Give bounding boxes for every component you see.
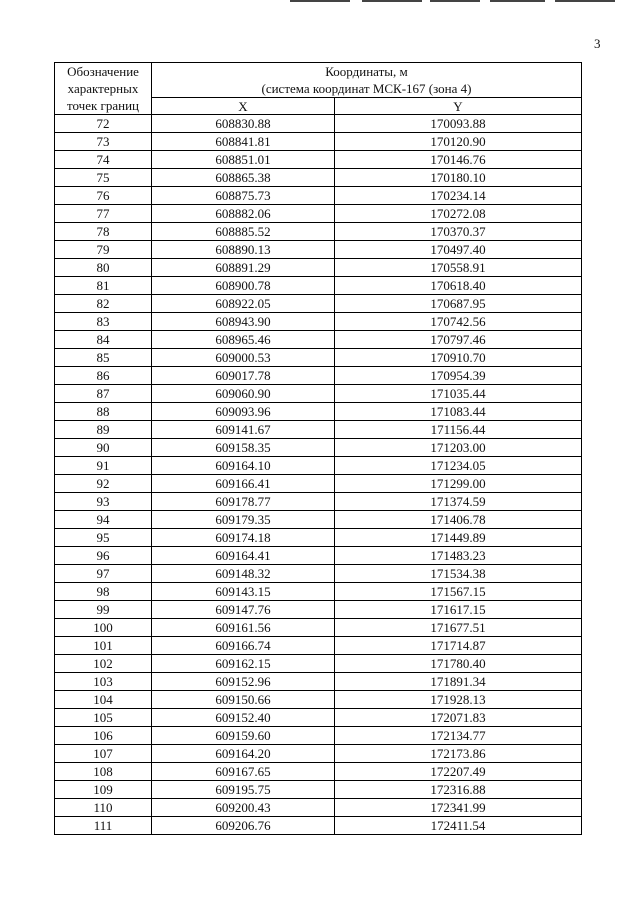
y-coordinate-cell: 171156.44 [335, 421, 582, 439]
table-row [55, 439, 582, 457]
x-coordinate-cell: 609164.41 [152, 547, 335, 565]
x-coordinate-cell: 609178.77 [152, 493, 335, 511]
point-number-cell: 108 [55, 763, 152, 781]
point-number-cell: 73 [55, 133, 152, 151]
point-number-cell: 81 [55, 277, 152, 295]
table-row [55, 223, 582, 241]
y-coordinate-cell: 172134.77 [335, 727, 582, 745]
point-header-line: Обозначение [67, 64, 139, 79]
x-coordinate-cell: 609060.90 [152, 385, 335, 403]
table-body [55, 115, 582, 835]
x-coordinate-cell: 608965.46 [152, 331, 335, 349]
y-coordinate-cell: 170687.95 [335, 295, 582, 313]
coordinates-table [54, 62, 582, 835]
y-coordinate-cell: 170234.14 [335, 187, 582, 205]
table-row [55, 511, 582, 529]
point-number-cell: 89 [55, 421, 152, 439]
point-number-cell: 78 [55, 223, 152, 241]
y-coordinate-cell: 171406.78 [335, 511, 582, 529]
x-column-header: X [152, 98, 335, 115]
x-coordinate-cell: 608900.78 [152, 277, 335, 295]
point-number-cell: 90 [55, 439, 152, 457]
table-row [55, 799, 582, 817]
x-coordinate-cell: 608882.06 [152, 205, 335, 223]
point-number-cell: 84 [55, 331, 152, 349]
top-edge-rule [362, 0, 422, 2]
y-coordinate-cell: 171567.15 [335, 583, 582, 601]
point-header-line: характерных [67, 81, 139, 96]
x-coordinate-cell: 608875.73 [152, 187, 335, 205]
y-coordinate-cell: 170146.76 [335, 151, 582, 169]
x-coordinate-cell: 609200.43 [152, 799, 335, 817]
table-row [55, 493, 582, 511]
x-coordinate-cell: 608841.81 [152, 133, 335, 151]
table-row [55, 781, 582, 799]
point-number-cell: 97 [55, 565, 152, 583]
x-coordinate-cell: 609158.35 [152, 439, 335, 457]
table-row [55, 313, 582, 331]
table-row [55, 529, 582, 547]
point-number-cell: 82 [55, 295, 152, 313]
x-coordinate-cell: 608891.29 [152, 259, 335, 277]
point-number-cell: 109 [55, 781, 152, 799]
y-coordinate-cell: 172173.86 [335, 745, 582, 763]
table-row [55, 241, 582, 259]
table-row [55, 169, 582, 187]
y-coordinate-cell: 171617.15 [335, 601, 582, 619]
x-coordinate-cell: 608922.05 [152, 295, 335, 313]
y-coordinate-cell: 171299.00 [335, 475, 582, 493]
table-row [55, 457, 582, 475]
table-row [55, 691, 582, 709]
point-number-cell: 99 [55, 601, 152, 619]
point-number-cell: 80 [55, 259, 152, 277]
table-row [55, 763, 582, 781]
y-coordinate-cell: 170742.56 [335, 313, 582, 331]
table-row [55, 727, 582, 745]
point-number-cell: 111 [55, 817, 152, 835]
top-edge-rule [490, 0, 545, 2]
table-row [55, 475, 582, 493]
x-coordinate-cell: 609162.15 [152, 655, 335, 673]
table-row [55, 151, 582, 169]
y-coordinate-cell: 171449.89 [335, 529, 582, 547]
point-number-cell: 77 [55, 205, 152, 223]
table-row [55, 637, 582, 655]
y-coordinate-cell: 172411.54 [335, 817, 582, 835]
point-number-cell: 105 [55, 709, 152, 727]
table-row [55, 349, 582, 367]
table-row [55, 277, 582, 295]
top-edge-rule [290, 0, 350, 2]
x-coordinate-cell: 609195.75 [152, 781, 335, 799]
x-coordinate-cell: 609164.20 [152, 745, 335, 763]
x-coordinate-cell: 609147.76 [152, 601, 335, 619]
top-edge-rule [555, 0, 615, 2]
point-number-cell: 75 [55, 169, 152, 187]
point-number-cell: 110 [55, 799, 152, 817]
y-coordinate-cell: 171891.34 [335, 673, 582, 691]
page-number: 3 [594, 36, 601, 51]
y-coordinate-cell: 170497.40 [335, 241, 582, 259]
point-number-cell: 103 [55, 673, 152, 691]
y-coordinate-cell: 171714.87 [335, 637, 582, 655]
y-coordinate-cell: 170370.37 [335, 223, 582, 241]
point-number-cell: 107 [55, 745, 152, 763]
y-coordinate-cell: 170954.39 [335, 367, 582, 385]
table-row [55, 187, 582, 205]
point-number-cell: 94 [55, 511, 152, 529]
table-row [55, 709, 582, 727]
y-coordinate-cell: 171083.44 [335, 403, 582, 421]
table-row [55, 115, 582, 133]
point-number-cell: 93 [55, 493, 152, 511]
coordinates-header-title: Координаты, м [325, 64, 408, 79]
y-coordinate-cell: 170910.70 [335, 349, 582, 367]
coordinates-header [152, 63, 582, 98]
table-row [55, 259, 582, 277]
point-number-cell: 100 [55, 619, 152, 637]
x-coordinate-cell: 609017.78 [152, 367, 335, 385]
y-coordinate-cell: 171780.40 [335, 655, 582, 673]
y-coordinate-cell: 171234.05 [335, 457, 582, 475]
x-coordinate-cell: 609161.56 [152, 619, 335, 637]
point-number-cell: 96 [55, 547, 152, 565]
y-coordinate-cell: 171203.00 [335, 439, 582, 457]
x-coordinate-cell: 609179.35 [152, 511, 335, 529]
x-coordinate-cell: 609143.15 [152, 583, 335, 601]
point-number-cell: 74 [55, 151, 152, 169]
table-row [55, 547, 582, 565]
x-coordinate-cell: 609174.18 [152, 529, 335, 547]
point-number-cell: 79 [55, 241, 152, 259]
x-coordinate-cell: 609150.66 [152, 691, 335, 709]
x-coordinate-cell: 609000.53 [152, 349, 335, 367]
y-coordinate-cell: 171928.13 [335, 691, 582, 709]
table-row [55, 133, 582, 151]
y-coordinate-cell: 170618.40 [335, 277, 582, 295]
point-number-cell: 88 [55, 403, 152, 421]
x-coordinate-cell: 609093.96 [152, 403, 335, 421]
x-coordinate-cell: 609152.96 [152, 673, 335, 691]
y-coordinate-cell: 171677.51 [335, 619, 582, 637]
x-coordinate-cell: 609166.74 [152, 637, 335, 655]
x-coordinate-cell: 608890.13 [152, 241, 335, 259]
x-coordinate-cell: 609167.65 [152, 763, 335, 781]
point-number-cell: 72 [55, 115, 152, 133]
x-coordinate-cell: 608865.38 [152, 169, 335, 187]
y-coordinate-cell: 170093.88 [335, 115, 582, 133]
point-number-cell: 86 [55, 367, 152, 385]
y-coordinate-cell: 171534.38 [335, 565, 582, 583]
y-coordinate-cell: 171035.44 [335, 385, 582, 403]
y-coordinate-cell: 172316.88 [335, 781, 582, 799]
y-coordinate-cell: 172341.99 [335, 799, 582, 817]
point-number-cell: 76 [55, 187, 152, 205]
point-number-cell: 106 [55, 727, 152, 745]
y-coordinate-cell: 170272.08 [335, 205, 582, 223]
y-coordinate-cell: 170558.91 [335, 259, 582, 277]
x-coordinate-cell: 609164.10 [152, 457, 335, 475]
point-number-cell: 95 [55, 529, 152, 547]
table-row [55, 367, 582, 385]
point-number-cell: 101 [55, 637, 152, 655]
y-coordinate-cell: 172207.49 [335, 763, 582, 781]
table-row [55, 745, 582, 763]
x-coordinate-cell: 609206.76 [152, 817, 335, 835]
point-number-cell: 104 [55, 691, 152, 709]
point-number-cell: 98 [55, 583, 152, 601]
x-coordinate-cell: 609148.32 [152, 565, 335, 583]
table-row [55, 421, 582, 439]
x-coordinate-cell: 608851.01 [152, 151, 335, 169]
point-number-cell: 92 [55, 475, 152, 493]
y-coordinate-cell: 172071.83 [335, 709, 582, 727]
y-coordinate-cell: 171374.59 [335, 493, 582, 511]
point-number-cell: 83 [55, 313, 152, 331]
table-header [55, 63, 582, 115]
table-row [55, 583, 582, 601]
table-row [55, 295, 582, 313]
x-coordinate-cell: 609159.60 [152, 727, 335, 745]
point-number-cell: 87 [55, 385, 152, 403]
point-number-cell: 102 [55, 655, 152, 673]
top-edge-rule [430, 0, 480, 2]
y-coordinate-cell: 171483.23 [335, 547, 582, 565]
table-row [55, 205, 582, 223]
x-coordinate-cell: 608943.90 [152, 313, 335, 331]
x-coordinate-cell: 608885.52 [152, 223, 335, 241]
x-coordinate-cell: 609141.67 [152, 421, 335, 439]
point-designation-header [55, 63, 152, 115]
table-row [55, 565, 582, 583]
x-coordinate-cell: 609152.40 [152, 709, 335, 727]
point-header-line: точек границ [66, 98, 140, 113]
table-row [55, 619, 582, 637]
point-number-cell: 85 [55, 349, 152, 367]
y-coordinate-cell: 170180.10 [335, 169, 582, 187]
y-column-header: Y [335, 98, 582, 115]
x-coordinate-cell: 608830.88 [152, 115, 335, 133]
table-row [55, 331, 582, 349]
table-row [55, 385, 582, 403]
table-row [55, 403, 582, 421]
table-row [55, 655, 582, 673]
coordinate-system-label: (система координат МСК-167 (зона 4) [261, 81, 472, 96]
y-coordinate-cell: 170797.46 [335, 331, 582, 349]
table-row [55, 601, 582, 619]
table-row [55, 673, 582, 691]
y-coordinate-cell: 170120.90 [335, 133, 582, 151]
x-coordinate-cell: 609166.41 [152, 475, 335, 493]
table-row [55, 817, 582, 835]
point-number-cell: 91 [55, 457, 152, 475]
